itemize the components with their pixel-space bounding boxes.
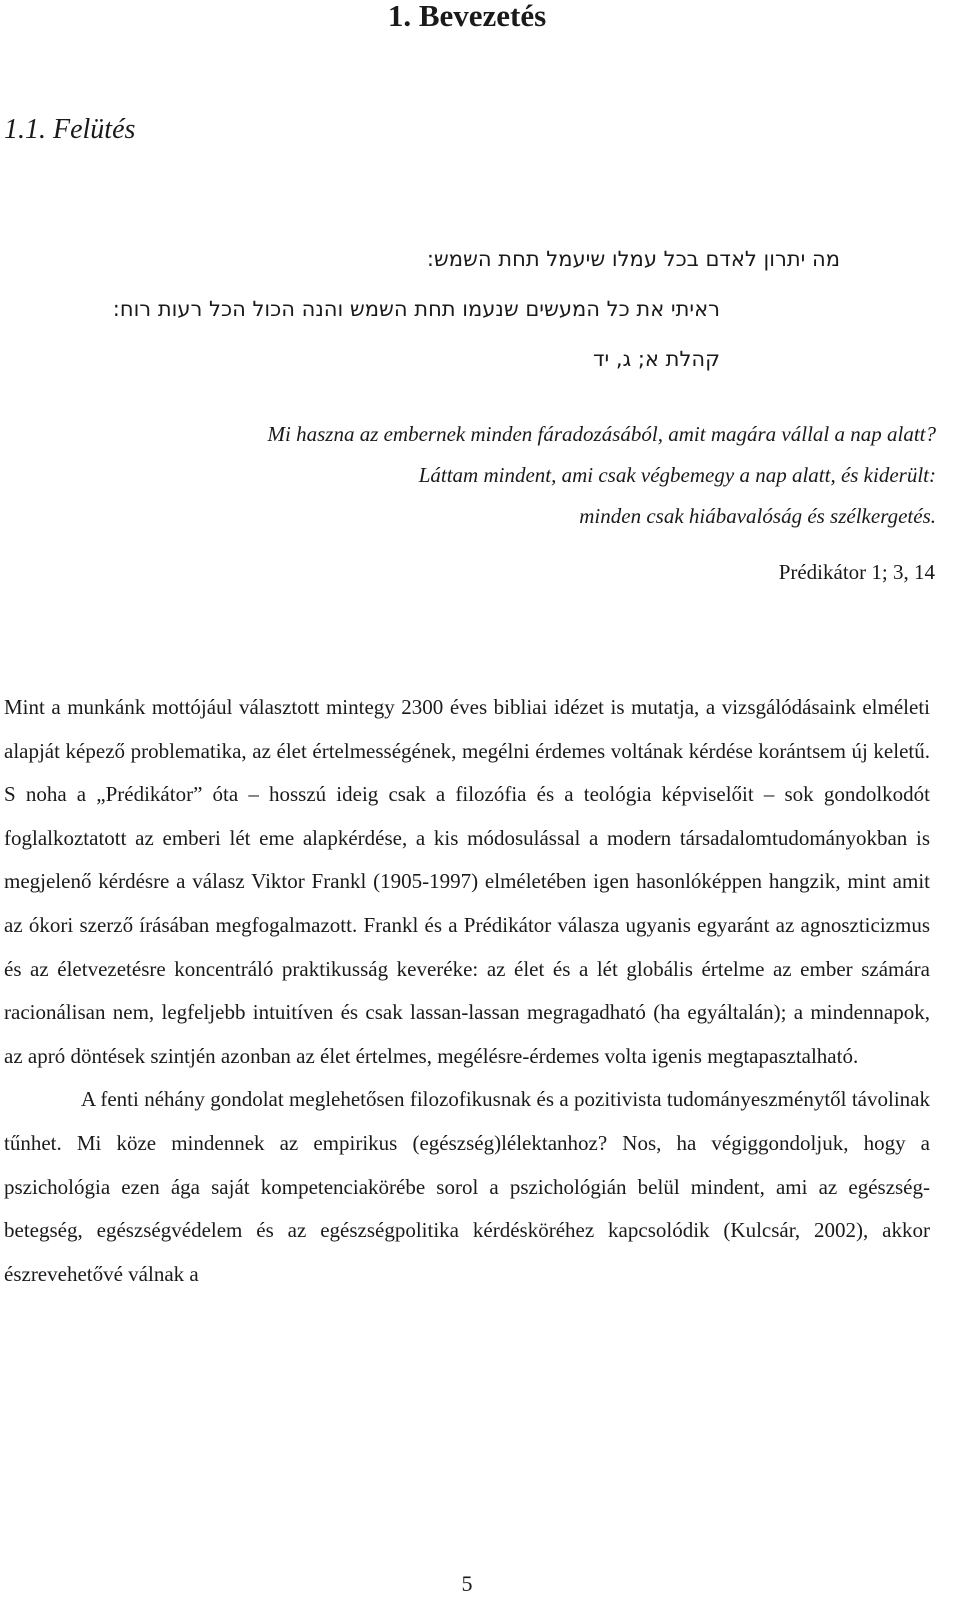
hebrew-motto-line: ראיתי את כל המעשים שנעמו תחת השמש והנה הכול הכל רעות רוח: — [112, 297, 720, 321]
body-text — [4, 686, 930, 1296]
section-title: 1.1. Felütés — [4, 114, 136, 145]
hebrew-motto — [112, 234, 840, 384]
motto-source: Prédikátor 1; 3, 14 — [778, 560, 935, 584]
hebrew-motto-line: מה יתרון לאדם בכל עמלו שיעמל תחת השמש: — [426, 247, 840, 271]
hungarian-motto-line: Mi haszna az embernek minden fáradozásából, amit magára vállal a nap alatt? — [267, 422, 936, 446]
chapter-title: 1. Bevezetés — [387, 0, 547, 33]
hungarian-motto-line: Láttam mindent, ami csak végbemegy a nap alatt, és kiderült: — [418, 463, 936, 487]
hebrew-motto-source: קהלת א; ג, יד — [593, 347, 720, 371]
page-number: 5 — [461, 1571, 473, 1596]
hungarian-motto-line: minden csak hiábavalóság és szélkergetés. — [579, 504, 936, 528]
hungarian-motto — [36, 414, 936, 537]
paragraph: A fenti néhány gondolat meglehetősen filozofikusnak és a pozitivista tudományeszménytől távolinak tűnhet. Mi köze mindennek az empirikus (egészség)lélektanhoz? Nos, ha végiggondoljuk, hogy a pszichológia ezen ága saját kompetenciakörébe sorol a pszichológián belül mindent, ami az egészség-betegség, egészségvédelem és az egészségpolitika kérdésköréhez kapcsolódik (Kulcsár, 2002), akkor észrevehetővé válnak a — [4, 1087, 930, 1286]
paragraph: Mint a munkánk mottójául választott mintegy 2300 éves bibliai idézet is mutatja, a vizsgálódásaink elméleti alapját képező problematika, az élet értelmességének, megélni érdemes voltának kérdése korántsem új keletű. S noha a „Prédikátor” óta – hosszú ideig csak a filozófia és a teológia képviselőit – sok gondolkodót foglalkoztatott az emberi lét eme alapkérdése, a kis módosulással a modern társadalomtudományokban is megjelenő kérdésre a válasz Viktor Frankl (1905-1997) elméletében igen hasonlóképpen hangzik, mint amit az ókori szerző írásában megfogalmazott. Frankl és a Prédikátor válasza ugyanis egyaránt az agnoszticizmus és az életvezetésre koncentráló praktikusság keveréke: az élet és a lét globális értelme az ember számára racionálisan nem, legfeljebb intuitíven és csak lassan-lassan megragadható (ha egyáltalán); a mindennapok, az apró döntések szintjén azonban az élet értelmes, megélésre-érdemes volta igenis megtapasztalható. — [4, 695, 930, 1068]
